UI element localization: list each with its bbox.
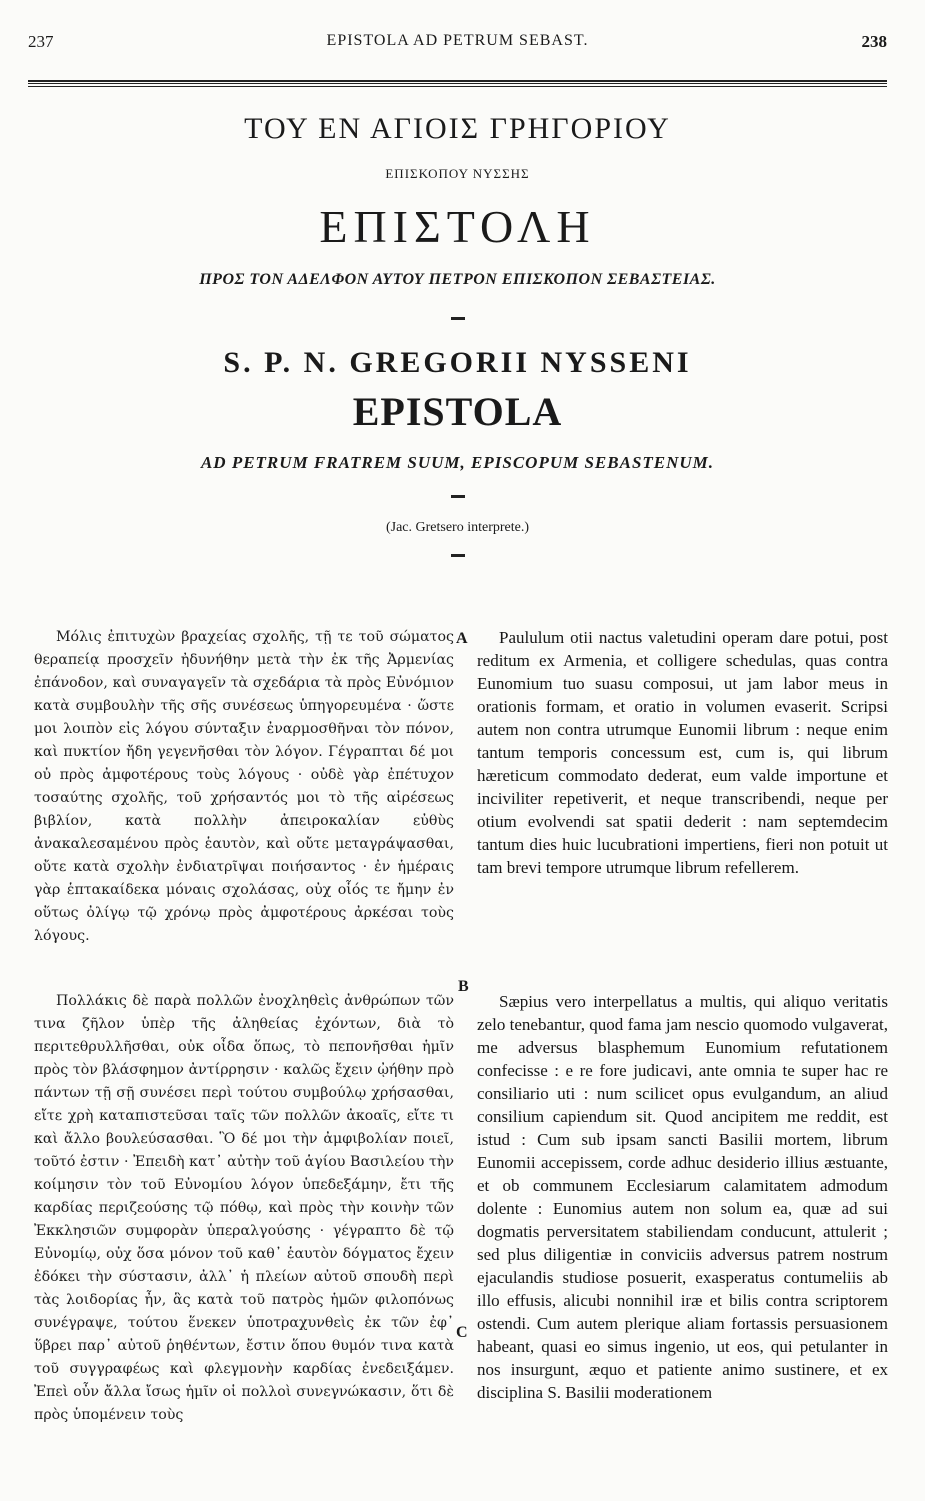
section-marker-b: B: [458, 978, 469, 995]
separator-dash: [451, 317, 465, 320]
latin-paragraph-2: [477, 990, 888, 1404]
greek-text: Πολλάκις δὲ παρὰ πολλῶν ἐνοχληθεὶς ἀνθρώπων τῶν τινα ζῆλον ὑπὲρ τῆς ἀληθείας ἐχόντων, διὰ τὸ περιτεθρυλλῆσθαι, οὐκ οἶδα ὅπως, τὸ πεπονῆσθαι ἡμῖν πρὸς τὸν βλάσφημον ἀντίρρησιν · καλῶς ἔχειν ᾠήθην πρὸ πάντων τῇ σῇ συνέσει περὶ τούτου συμβούλῳ χρήσασθαι, εἴτε χρὴ καταπιστεῦσαι ταῖς τῶν πολλῶν ἀκοαῖς, εἴτε τι καὶ ἄλλο βουλεύσασθαι. Ὃ δέ μοι τὴν ἀμφιβολίαν ποιεῖ, τοῦτό ἐστιν · Ἐπειδὴ κατ᾽ αὐτὴν τοῦ ἁγίου Βασιλείου τὴν κοίμησιν τὸν τοῦ Εὐνομίου λόγον ὑπεδεξάμην, ἔτι τῆς καρδίας περιζεούσης τῷ πόθῳ, καὶ πρὸς τὴν κοινὴν τῶν Ἐκκλησιῶν συμφορὰν ὑπεραλγούσης · γέγραπτο δὲ τῷ Εὐνομίῳ, οὐχ ὅσα μόνον τοῦ καθ᾽ ἑαυτὸν δόγματος ἔχειν ἐδόκει τὴν σύστασιν, ἀλλ᾽ ἡ πλείων αὐτοῦ σπουδὴ περὶ τὰς λοιδορίας ἦν, ἃς κατὰ τοῦ πατρὸς ἡμῶν φιλοπόνως συνέγραψε, τούτου ἕνεκεν ὑποτραχυνθεὶς ἐκ τῶν ἐφ᾽ ὕβρει παρ᾽ αὐτοῦ ῥηθέντων, ἔστιν ὅπου θυμόν τινα κατὰ τοῦ συγγραφέως καὶ φλεγμονὴν καρδίας ἐνεδειξάμεν. Ἐπεὶ οὖν ἄλλα ἴσως ἡμῖν οἱ πολλοὶ συνεγνώκασιν, ὅτι δὲ πρὸς ὑπομένειν τοὺς: [34, 993, 454, 1423]
separator-dash: [451, 554, 465, 557]
running-title: EPISTOLA AD PETRUM SEBAST.: [326, 32, 589, 49]
greek-paragraph-1: [34, 626, 454, 948]
interpreter-note: (Jac. Gretsero interprete.): [385, 520, 530, 535]
header-rule: [28, 80, 887, 84]
greek-dedication: ΠΡΟΣ ΤΟΝ ΑΔΕΛΦΟΝ ΑΥΤΟΥ ΠΕΤΡΟΝ ΕΠΙΣΚΟΠΟΝ ΣΕΒΑΣΤΕΙΑΣ.: [199, 271, 716, 288]
page-header: [28, 32, 887, 54]
greek-main-title: ΕΠΙΣΤΟΛΗ: [319, 201, 596, 252]
page-number-right: 238: [861, 32, 887, 51]
page-number-left: 237: [28, 32, 54, 51]
title-block: [30, 112, 885, 557]
greek-title: ΤΟΥ ΕΝ ΑΓΙΟΙΣ ΓΡΗΓΟΡΙΟΥ: [244, 112, 671, 145]
latin-main-title: EPISTOLA: [352, 389, 563, 434]
latin-title: S. P. N. GREGORII NYSSENI: [223, 346, 692, 379]
section-marker-a: A: [456, 630, 468, 647]
latin-text: Sæpius vero interpellatus a multis, qui aliquo veritatis zelo tenebantur, quod fama jam nescio quomodo vulgaverat, me adversus blasphemum Eunomium refutationem confecisse : e re fore judicavi, ante omnia te super hac re consiliario uti : num scilicet opus evulgandum, an aliud consilium capiendum sit. Quod ancipitem me reddit, est istud : Cum sub ipsam sancti Basilii mortem, librum Eunomii accepissem, corde adhuc desiderio illius æstuante, et ob communem Ecclesiarum calamitatem admodum dolente : Eunomius autem non solum ea, quæ ad sui dogmatis perversitatem stabiliendam conducunt, attulerit ; sed plus diligentiæ in conviciis adversus patrem nostrum ejaculandis studiose posuerit, exasperatus contumeliis ab illo effusis, alicubi nonnihil iræ et bilis contra scriptorem ostendi. Cum autem plerique aliam fortassis persuasionem habeant, quasi eo simus ingenio, ut eos, qui petulanter in nos insurgunt, æquo et patiente animo sustinere, et ex disciplina S. Basilii moderationem: [477, 992, 888, 1402]
greek-paragraph-2: [34, 990, 454, 1427]
section-marker-c: C: [456, 1324, 468, 1341]
greek-text: Μόλις ἐπιτυχὼν βραχείας σχολῆς, τῇ τε τοῦ σώματος θεραπείᾳ προσχεῖν ἠδυνήθην μετὰ τὴν ἐκ τῆς Ἀρμενίας ἐπάνοδον, καὶ συναγαγεῖν τὰ σχεδάρια τὰ πρὸς Εὐνόμιον κατὰ συμβουλὴν τῆς σῆς συνέσεως ὑπηγορευμένα · ὥστε μοι λοιπὸν εἰς λόγου σύνταξιν ἐναρμοσθῆναι τὸν πόνον, καὶ πυκτίον ἤδη γεγενῆσθαι τὸν λόγον. Γέγραπται δέ μοι οὐ πρὸς ἀμφοτέρους τοὺς λόγους · οὐδὲ γὰρ ἐπέτυχον τοσαύτης σχολῆς, τοῦ χρήσαντός μοι τὸ τῆς αἱρέσεως βιβλίον, κατὰ πολλὴν ἀπειροκαλίαν εὐθὺς ἀνακαλεσαμένου πρὸς ἑαυτὸν, καὶ οὔτε μεταγράψασθαι, οὔτε κατὰ σχολὴν ἐνδιατρῖψαι ποιήσαντος · ἐν ἡμέραις γὰρ ἑπτακαίδεκα μόναις σχολάσας, οὐχ οἷός τε ἤμην ἐν οὕτως ὀλίγῳ τῷ χρόνῳ πρὸς ἀμφοτέρους ἀρκέσαι τοὺς λόγους.: [34, 629, 454, 944]
latin-paragraph-1: [477, 626, 888, 879]
separator-dash: [451, 495, 465, 498]
latin-text: Paululum otii nactus valetudini operam dare potui, post reditum ex Armenia, et colligere schedulas, quas contra Eunomium tuo suasu composui, ut jam labor meus in orationis formam, et oratio in volumen evaserit. Scripsi autem non contra utrumque Eunomii librum : neque enim tantum temporis concessum est, cum is, qui librum hæreticum commodato dederat, eum valde importune et inciviliter repetiverit, et neque transcribendi, neque per otium evolvendi sat spatii dederit : nam septemdecim tantum dies huic lucubrationi impertiens, fieri non potuit ut tam brevi tempore utrumque librum refellerem.: [477, 628, 888, 877]
greek-subtitle: ΕΠΙΣΚΟΠΟΥ ΝΥΣΣΗΣ: [385, 166, 530, 181]
header-rule-lower: [28, 86, 887, 87]
latin-dedication: AD PETRUM FRATREM SUUM, EPISCOPUM SEBASTENUM.: [200, 453, 715, 472]
